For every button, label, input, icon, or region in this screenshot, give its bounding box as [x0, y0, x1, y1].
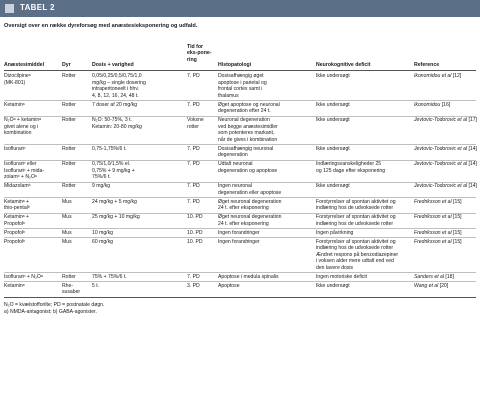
reference-number: [16]	[440, 101, 451, 108]
cell-histo	[218, 283, 240, 290]
reference-number: [17]	[467, 117, 477, 123]
cell-line: frontal cortex samt i	[218, 86, 263, 92]
cell-line: indlæring hos de udvoksede rotter	[316, 205, 394, 211]
cell-line: Ikke undersøgt	[316, 183, 350, 189]
cell-line: ved begge anæstesimidler	[218, 123, 278, 130]
cell-line: 7. PD	[187, 273, 200, 280]
cell-line: degeneration eller apoptose	[218, 189, 282, 196]
cell-line: thio-pentalᵇ	[4, 205, 30, 211]
cell-line: når de gives i kombination	[218, 136, 278, 143]
footnote-line: N₂O = kvælstofforilte; PD = postnatale døgn.	[4, 302, 105, 308]
cell-line: Rotter	[62, 145, 76, 152]
header-corner-mark	[5, 4, 14, 13]
cell-agent	[4, 183, 31, 190]
cell-agent	[4, 230, 25, 237]
reference-number: [12]	[451, 73, 462, 79]
cell-neuro	[316, 73, 350, 80]
cell-dose	[92, 73, 146, 99]
cell-line: (MK-801)	[4, 79, 26, 86]
cell-line: 24 t. efter eksponering	[218, 220, 269, 227]
cell-agent	[4, 239, 25, 246]
cell-line: Propofolᵇ	[4, 229, 25, 236]
cell-animal	[62, 214, 72, 221]
cell-line: Mus	[62, 198, 72, 205]
cell-line: 4, 8, 12, 16, 24, 48 t.	[92, 92, 139, 99]
cell-line: N₂O: 50-75%, 3 t.	[92, 117, 132, 123]
cell-line: N₂Oᵃ + ketaminᵃ	[4, 117, 42, 123]
reference-author: Wang et al	[414, 282, 439, 289]
cell-time	[187, 214, 203, 221]
cell-animal	[62, 117, 76, 124]
reference-author: Jevtovic-Todorovic et al	[414, 183, 468, 189]
cell-line: Øget neuronal degeneration	[218, 214, 282, 220]
reference-author: Ikonomidou et al	[414, 73, 452, 79]
cell-line: Mus	[62, 238, 72, 245]
cell-neuro	[316, 214, 396, 227]
column-header-line: eks-pone-	[187, 50, 212, 57]
column-header-animal: Dyr	[62, 62, 71, 68]
cell-time	[187, 183, 200, 190]
table-caption: Oversigt over en række dyreforsøg med anæstesieksponering og udfald.	[4, 23, 198, 29]
cell-line: Apoptose i medula spinalis	[218, 273, 279, 280]
cell-line: thalamus	[218, 92, 239, 99]
cell-reference	[414, 199, 462, 206]
reference-author: Fredriksson et al	[414, 214, 452, 220]
cell-line: degeneration og apoptose	[218, 167, 278, 174]
cell-histo	[218, 199, 281, 212]
cell-reference	[414, 117, 477, 124]
cell-histo	[218, 239, 260, 246]
reference-number: [18]	[444, 273, 454, 280]
cell-line: Propofolᵇ	[4, 238, 25, 245]
cell-line: Dosisafhængig øget	[218, 73, 264, 79]
cell-time	[187, 73, 200, 80]
cell-animal	[62, 239, 72, 246]
cell-time	[187, 283, 200, 290]
cell-line: 10. PD	[187, 229, 203, 236]
cell-line: Ikke undersøgt	[316, 282, 350, 289]
cell-line: indlæring hos de udvoksede rotter	[316, 220, 394, 227]
cell-line: Mus	[62, 229, 72, 236]
cell-line: Ketamin: 20-80 mg/kg	[92, 123, 142, 130]
cell-neuro	[316, 283, 350, 290]
reference-number: [20]	[438, 282, 449, 289]
cell-time	[187, 117, 204, 130]
cell-histo	[218, 117, 278, 143]
cell-agent	[4, 73, 31, 86]
cell-line: Ændret respons på benzodiazepiner	[316, 251, 399, 258]
reference-author: Jevtovic-Todorovic et al	[414, 161, 468, 167]
cell-line: 60 mg/kg	[92, 238, 113, 245]
cell-line: susaber	[62, 289, 81, 295]
cell-line: i voksen alder mere udtalt end ved	[316, 258, 394, 264]
reference-author: Jevtovic-Todorovic et al	[414, 117, 468, 123]
footnote-line: a) NMDA-antagonist; b) GABA-agonister.	[4, 309, 97, 315]
cell-line: 75% + 75%/6 t.	[92, 273, 127, 280]
cell-histo	[218, 102, 280, 115]
cell-line: 0,75-1,75%/6 t.	[92, 145, 127, 152]
column-header-line: ring	[187, 56, 197, 63]
cell-reference	[414, 161, 477, 168]
cell-line: Midazolamᵇ	[4, 183, 31, 189]
cell-line: Dosisafhængig neuronal	[218, 145, 274, 152]
cell-line: Udtalt neuronal	[218, 161, 253, 167]
cell-neuro	[316, 117, 350, 124]
cell-line: apoptose i parietal og	[218, 79, 267, 86]
cell-line: Neuronal degeneration	[218, 117, 270, 123]
cell-line: Ketaminᵃ +	[4, 214, 29, 220]
cell-line: Ingen motoriske deficit	[316, 273, 367, 280]
cell-agent	[4, 274, 43, 281]
cell-reference	[414, 239, 462, 246]
column-header-line: Tid for	[187, 44, 204, 50]
cell-line: givet alene og i	[4, 123, 39, 130]
cell-line: Ingen neuronal	[218, 183, 252, 189]
cell-neuro	[316, 146, 350, 153]
cell-animal	[62, 161, 76, 168]
cell-neuro	[316, 102, 350, 109]
cell-line: 0,05/0,25/0,5/0,75/1,0	[92, 73, 142, 79]
cell-line: Rotter	[62, 161, 76, 167]
cell-line: Ikke undersøgt	[316, 145, 350, 152]
cell-line: Isofluranᵇ + mida-	[4, 167, 45, 174]
cell-time	[187, 230, 203, 237]
cell-animal	[62, 283, 80, 296]
cell-agent	[4, 199, 30, 212]
cell-time	[187, 274, 200, 281]
cell-agent	[4, 146, 25, 153]
cell-agent	[4, 102, 25, 109]
cell-reference	[414, 230, 462, 237]
cell-line: indlæring hos de udvoksede rotter	[316, 245, 394, 251]
cell-neuro	[316, 161, 385, 174]
cell-line: 5 t.	[92, 282, 100, 289]
cell-reference	[414, 146, 477, 153]
cell-line: Voksne	[187, 117, 204, 123]
cell-line: 7. PD	[187, 101, 200, 108]
cell-time	[187, 239, 203, 246]
reference-number: [14]	[467, 183, 477, 189]
cell-animal	[62, 102, 76, 109]
reference-number: [15]	[451, 214, 462, 220]
cell-line: kombination	[4, 130, 32, 136]
cell-reference	[414, 73, 461, 80]
cell-reference	[414, 102, 450, 109]
cell-line: Rotter	[62, 101, 76, 108]
column-header-agent: Anæstesimiddel	[4, 62, 45, 68]
cell-line: intraperitoneelt i hhv.	[92, 86, 139, 92]
cell-line: som potenteres markant,	[218, 130, 275, 136]
reference-author: Fredriksson et al	[414, 229, 452, 236]
cell-reference	[414, 274, 454, 281]
cell-line: Forstyrrelser af spontan aktivitet og	[316, 214, 396, 220]
cell-neuro	[316, 183, 350, 190]
cell-line: 24 mg/kg + 5 mg/kg	[92, 198, 137, 205]
cell-neuro	[316, 199, 396, 212]
cell-line: 0,75% + 9 mg/kg +	[92, 167, 135, 174]
cell-line: 7 doser af 20 mg/kg	[92, 101, 138, 108]
reference-author: Jevtovic-Todorovic et al	[414, 145, 468, 152]
reference-author: Ikonomidou	[414, 101, 441, 108]
cell-line: 24 t. efter eksponering	[218, 205, 269, 211]
cell-reference	[414, 183, 477, 190]
cell-line: 10. PD	[187, 214, 203, 220]
cell-agent	[4, 117, 41, 137]
cell-line: Propofolᵇ	[4, 220, 25, 227]
cell-line: zolamᵇ + N₂Oᵃ	[4, 174, 37, 180]
reference-number: [15]	[451, 238, 462, 245]
cell-dose	[92, 117, 142, 130]
cell-dose	[92, 102, 137, 109]
cell-dose	[92, 146, 127, 153]
cell-agent	[4, 283, 25, 290]
table-header-bar	[0, 0, 480, 17]
row-divider	[4, 297, 476, 298]
cell-line: 25 mg/kg + 10 mg/kg	[92, 214, 140, 220]
cell-line: 0,75/1,0/1,5% el.	[92, 161, 131, 167]
cell-line: rotter	[187, 123, 199, 130]
cell-dose	[92, 199, 137, 206]
cell-time	[187, 146, 200, 153]
cell-histo	[218, 161, 277, 174]
cell-line: Ingen påvirkning	[316, 229, 354, 236]
cell-time	[187, 102, 200, 109]
reference-author: Fredriksson et al	[414, 238, 452, 245]
cell-dose	[92, 161, 135, 181]
cell-histo	[218, 214, 281, 227]
cell-line: Isofluranᵇ + N₂Oᵃ	[4, 273, 43, 280]
cell-line: degeneration efter 24 t.	[218, 108, 271, 114]
cell-line: 75%/6 t.	[92, 174, 111, 180]
reference-number: [15]	[451, 198, 462, 205]
cell-histo	[218, 73, 267, 99]
cell-line: Øget neuronal degeneration	[218, 198, 282, 205]
cell-line: den lavere dosis	[316, 264, 354, 271]
cell-line: og 125 dage efter eksponering	[316, 167, 386, 174]
cell-line: 7. PD	[187, 161, 200, 167]
cell-line: mg/kg – single dosering	[92, 79, 146, 86]
table-label: TABEL 2	[20, 3, 55, 12]
cell-animal	[62, 73, 76, 80]
cell-neuro	[316, 239, 398, 272]
cell-histo	[218, 146, 273, 159]
cell-line: Rotter	[62, 73, 76, 79]
cell-dose	[92, 230, 113, 237]
cell-line: Forstyrrelser af spontan aktivitet og	[316, 198, 396, 205]
cell-line: 7. PD	[187, 198, 200, 205]
reference-number: [15]	[451, 229, 462, 236]
cell-line: Rotter	[62, 117, 76, 123]
cell-line: Ikke undersøgt	[316, 117, 350, 123]
reference-author: Sanders et al	[414, 273, 445, 280]
cell-reference	[414, 214, 462, 221]
cell-animal	[62, 146, 76, 153]
cell-line: Apoptose	[218, 282, 240, 289]
cell-line: Ketaminᵃ +	[4, 198, 29, 205]
cell-line: degeneration	[218, 152, 248, 158]
cell-animal	[62, 230, 72, 237]
cell-dose	[92, 274, 127, 281]
cell-animal	[62, 274, 76, 281]
reference-author: Fredriksson et al	[414, 198, 452, 205]
cell-reference	[414, 283, 448, 290]
cell-histo	[218, 183, 281, 196]
cell-line: Isofluranᵇ eller	[4, 161, 37, 167]
cell-neuro	[316, 230, 353, 237]
cell-line: Ketaminᵃ	[4, 282, 25, 289]
cell-animal	[62, 199, 72, 206]
cell-agent	[4, 161, 44, 181]
cell-line: Forstyrrelser af spontan aktivitet og	[316, 238, 396, 245]
cell-line: Mus	[62, 214, 72, 220]
cell-line: Ingen forandringer	[218, 238, 260, 245]
cell-line: 7. PD	[187, 183, 200, 189]
cell-line: 3. PD	[187, 282, 200, 289]
cell-line: 7. PD	[187, 73, 200, 79]
column-header-time	[187, 44, 212, 63]
cell-dose	[92, 283, 99, 290]
cell-line: Dizocilpineᵃ	[4, 73, 31, 79]
cell-line: Ikke undersøgt	[316, 73, 350, 79]
column-header-histo: Histopatologi	[218, 62, 252, 68]
row-divider	[4, 70, 476, 71]
cell-line: Ketaminᵃ	[4, 101, 25, 108]
cell-line: Ikke undersøgt	[316, 101, 350, 108]
column-header-dose: Dosis + varighed	[92, 62, 134, 68]
cell-line: 7. PD	[187, 145, 200, 152]
cell-dose	[92, 183, 110, 190]
reference-number: [14]	[467, 161, 477, 167]
cell-time	[187, 199, 200, 206]
cell-dose	[92, 214, 140, 221]
cell-line: Rhe-	[62, 282, 74, 289]
cell-neuro	[316, 274, 367, 281]
cell-line: Ingen forandringer	[218, 229, 260, 236]
cell-line: 10 mg/kg	[92, 229, 113, 236]
cell-time	[187, 161, 200, 168]
cell-line: 10. PD	[187, 238, 203, 245]
cell-agent	[4, 214, 29, 227]
column-header-neuro: Neurokognitive deficit	[316, 62, 371, 68]
cell-dose	[92, 239, 113, 246]
cell-histo	[218, 274, 279, 281]
cell-histo	[218, 230, 260, 237]
cell-line: Øget apoptose og neuronal	[218, 101, 280, 108]
column-header-ref: Reference	[414, 62, 440, 68]
cell-line: Rotter	[62, 273, 76, 280]
reference-number: [14]	[467, 145, 477, 152]
cell-animal	[62, 183, 76, 190]
cell-line: 9 mg/kg	[92, 183, 111, 189]
cell-line: Rotter	[62, 183, 76, 189]
cell-line: Isofluranᵇ	[4, 145, 26, 152]
cell-line: Indlæringsvanskeligheder 25	[316, 161, 382, 167]
